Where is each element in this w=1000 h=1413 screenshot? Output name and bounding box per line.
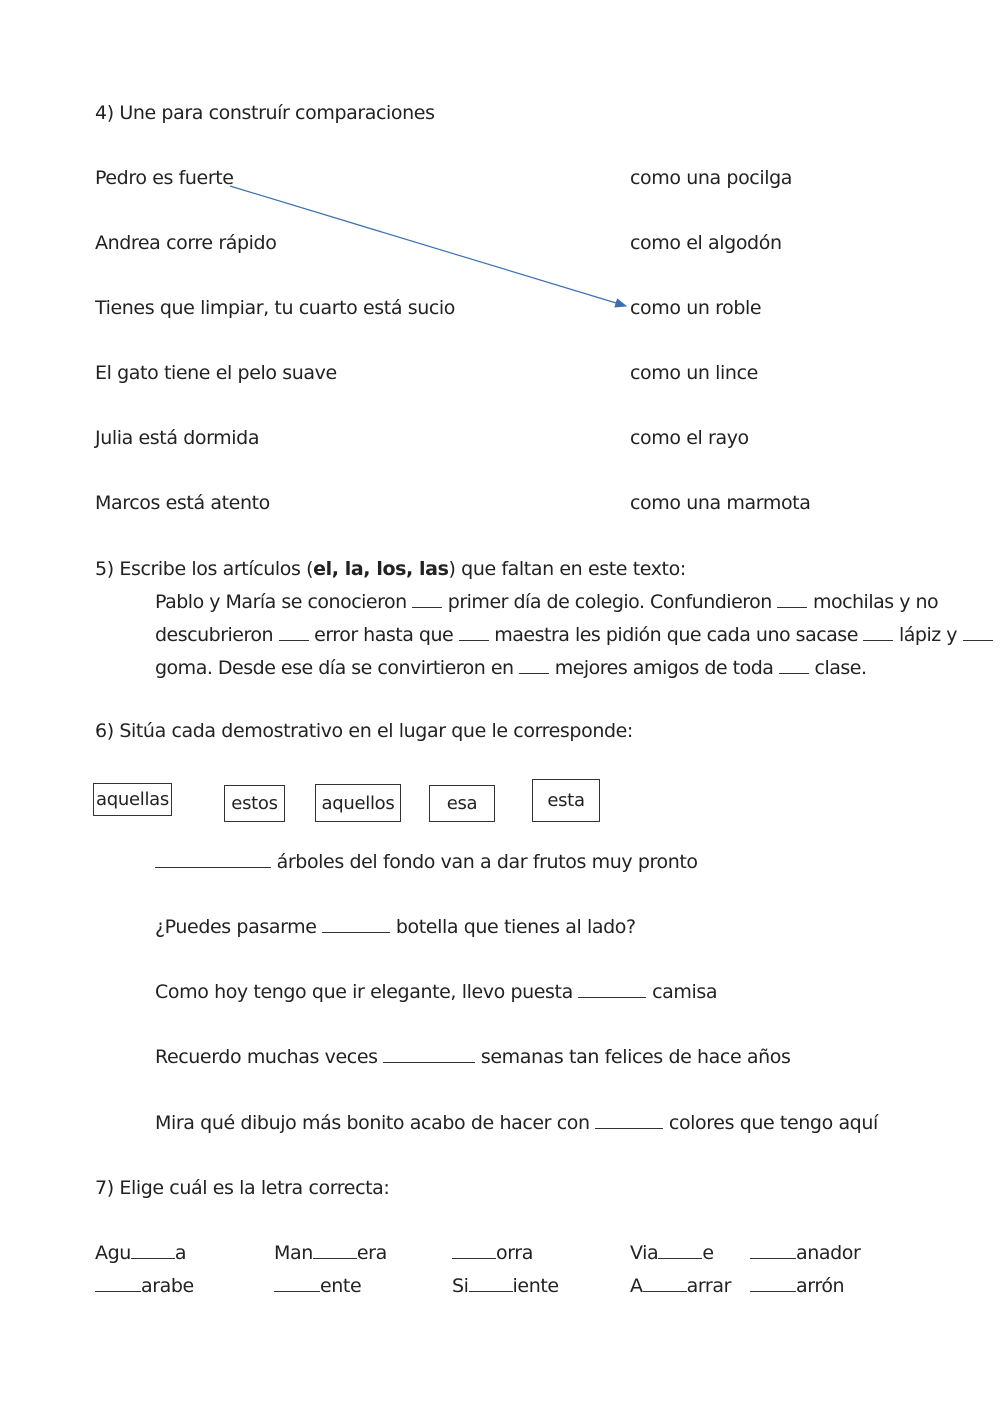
q7-word bbox=[750, 1242, 860, 1264]
q7-word-pre: Si bbox=[452, 1275, 469, 1297]
q5-blank[interactable] bbox=[412, 593, 442, 608]
q5-text: maestra les pidión que cada uno sacase bbox=[494, 624, 858, 646]
q7-word bbox=[274, 1242, 387, 1264]
q5-text: descubrieron bbox=[155, 624, 274, 646]
q7-word-post: ente bbox=[320, 1275, 362, 1297]
q6-blank[interactable] bbox=[322, 918, 390, 933]
q7-blank[interactable] bbox=[643, 1277, 687, 1292]
q7-blank[interactable] bbox=[274, 1277, 320, 1292]
q4-left-item[interactable]: Pedro es fuerte bbox=[95, 167, 234, 189]
q4-left-item[interactable]: Julia está dormida bbox=[95, 427, 260, 449]
q4-title: 4) Une para construír comparaciones bbox=[95, 102, 435, 124]
q5-blank[interactable] bbox=[779, 659, 809, 674]
q7-blank[interactable] bbox=[469, 1277, 513, 1292]
q5-blank[interactable] bbox=[459, 626, 489, 641]
q7-word bbox=[630, 1242, 714, 1264]
q5-blank[interactable] bbox=[519, 659, 549, 674]
q7-blank[interactable] bbox=[95, 1277, 141, 1292]
q7-word bbox=[452, 1242, 533, 1264]
word-card-esa[interactable]: esa bbox=[429, 785, 495, 822]
word-card-aquellos[interactable]: aquellos bbox=[315, 784, 401, 822]
word-card-estos[interactable]: estos bbox=[224, 785, 285, 822]
q6-sentence bbox=[155, 1046, 791, 1068]
q6-sentence bbox=[155, 1112, 878, 1134]
q7-word-pre: Man bbox=[274, 1242, 313, 1264]
q5-text: lápiz y bbox=[898, 624, 958, 646]
q7-word-post: iente bbox=[512, 1275, 559, 1297]
q6-blank[interactable] bbox=[578, 983, 646, 998]
q7-blank[interactable] bbox=[658, 1244, 702, 1259]
q5-title-post: ) que faltan en este texto: bbox=[448, 558, 686, 580]
q7-word-pre: A bbox=[630, 1275, 643, 1297]
q7-blank[interactable] bbox=[750, 1277, 796, 1292]
q7-word-pre: Agu bbox=[95, 1242, 131, 1264]
q5-title-pre: 5) Escribe los artículos ( bbox=[95, 558, 314, 580]
q5-title-bold: el, la, los, las bbox=[313, 558, 449, 580]
q7-word bbox=[95, 1275, 194, 1297]
q4-left-item[interactable]: Tienes que limpiar, tu cuarto está sucio bbox=[95, 297, 456, 319]
q5-text: Pablo y María se conocieron bbox=[155, 591, 407, 613]
q7-word-post: e bbox=[702, 1242, 714, 1264]
q7-title: 7) Elige cuál es la letra correcta: bbox=[95, 1177, 390, 1199]
q7-blank[interactable] bbox=[131, 1244, 175, 1259]
q7-word-post: arrar bbox=[686, 1275, 731, 1297]
q4-right-item[interactable]: como el algodón bbox=[630, 232, 782, 254]
q4-right-item[interactable]: como un roble bbox=[630, 297, 762, 319]
q6-sentence-post: camisa bbox=[652, 981, 718, 1003]
q7-word-post: era bbox=[356, 1242, 387, 1264]
q7-word-post: arabe bbox=[141, 1275, 194, 1297]
q7-word-post: anador bbox=[796, 1242, 861, 1264]
q6-sentence-pre: Mira qué dibujo más bonito acabo de hacer con bbox=[155, 1112, 590, 1134]
q5-text: goma. Desde ese día se convirtieron en bbox=[155, 657, 514, 679]
q5-line-2 bbox=[155, 619, 958, 652]
q7-word bbox=[750, 1275, 844, 1297]
q5-paragraph bbox=[155, 586, 958, 685]
q7-word-post: a bbox=[174, 1242, 187, 1264]
q7-word-post: orra bbox=[496, 1242, 533, 1264]
q6-blank[interactable] bbox=[383, 1048, 475, 1063]
q6-sentence-pre: ¿Puedes pasarme bbox=[155, 916, 317, 938]
q7-blank[interactable] bbox=[750, 1244, 796, 1259]
q5-blank[interactable] bbox=[279, 626, 309, 641]
q4-right-item[interactable]: como una marmota bbox=[630, 492, 811, 514]
q5-text: mejores amigos de toda bbox=[554, 657, 774, 679]
word-card-aquellas[interactable]: aquellas bbox=[93, 783, 172, 816]
q4-right-item[interactable]: como un lince bbox=[630, 362, 758, 384]
q7-word bbox=[630, 1275, 731, 1297]
q6-sentence-pre: Recuerdo muchas veces bbox=[155, 1046, 378, 1068]
q5-blank[interactable] bbox=[777, 593, 807, 608]
q6-sentence-post: colores que tengo aquí bbox=[668, 1112, 878, 1134]
q6-sentence bbox=[155, 981, 717, 1003]
q4-right-item[interactable]: como una pocilga bbox=[630, 167, 793, 189]
q6-blank[interactable] bbox=[595, 1114, 663, 1129]
q6-blank[interactable] bbox=[155, 853, 271, 868]
q4-right-item[interactable]: como el rayo bbox=[630, 427, 749, 449]
q5-blank[interactable] bbox=[963, 626, 993, 641]
q4-left-item[interactable]: El gato tiene el pelo suave bbox=[95, 362, 337, 384]
q6-sentence-pre: Como hoy tengo que ir elegante, llevo puesta bbox=[155, 981, 573, 1003]
q7-blank[interactable] bbox=[452, 1244, 496, 1259]
q5-text: error hasta que bbox=[314, 624, 454, 646]
q5-line-1 bbox=[155, 586, 939, 619]
q7-word bbox=[95, 1242, 186, 1264]
q6-sentence bbox=[155, 916, 636, 938]
q5-line-3 bbox=[155, 652, 895, 685]
q7-word bbox=[274, 1275, 361, 1297]
q7-word bbox=[452, 1275, 559, 1297]
q6-sentence bbox=[155, 851, 698, 873]
q7-word-post: arrón bbox=[796, 1275, 845, 1297]
q4-left-item[interactable]: Marcos está atento bbox=[95, 492, 270, 514]
q6-sentence-post: árboles del fondo van a dar frutos muy pronto bbox=[276, 851, 698, 873]
q5-text: clase. bbox=[814, 657, 867, 679]
q5-blank[interactable] bbox=[863, 626, 893, 641]
q7-blank[interactable] bbox=[313, 1244, 357, 1259]
q6-sentence-post: botella que tienes al lado? bbox=[395, 916, 636, 938]
q5-title bbox=[95, 558, 686, 580]
q5-text: mochilas y no bbox=[812, 591, 939, 613]
q6-sentence-post: semanas tan felices de hace años bbox=[480, 1046, 791, 1068]
q4-left-item[interactable]: Andrea corre rápido bbox=[95, 232, 277, 254]
word-card-esta[interactable]: esta bbox=[532, 779, 600, 822]
q6-title: 6) Sitúa cada demostrativo en el lugar que le corresponde: bbox=[95, 720, 633, 742]
q7-word-pre: Via bbox=[630, 1242, 659, 1264]
q5-text: primer día de colegio. Confundieron bbox=[447, 591, 772, 613]
